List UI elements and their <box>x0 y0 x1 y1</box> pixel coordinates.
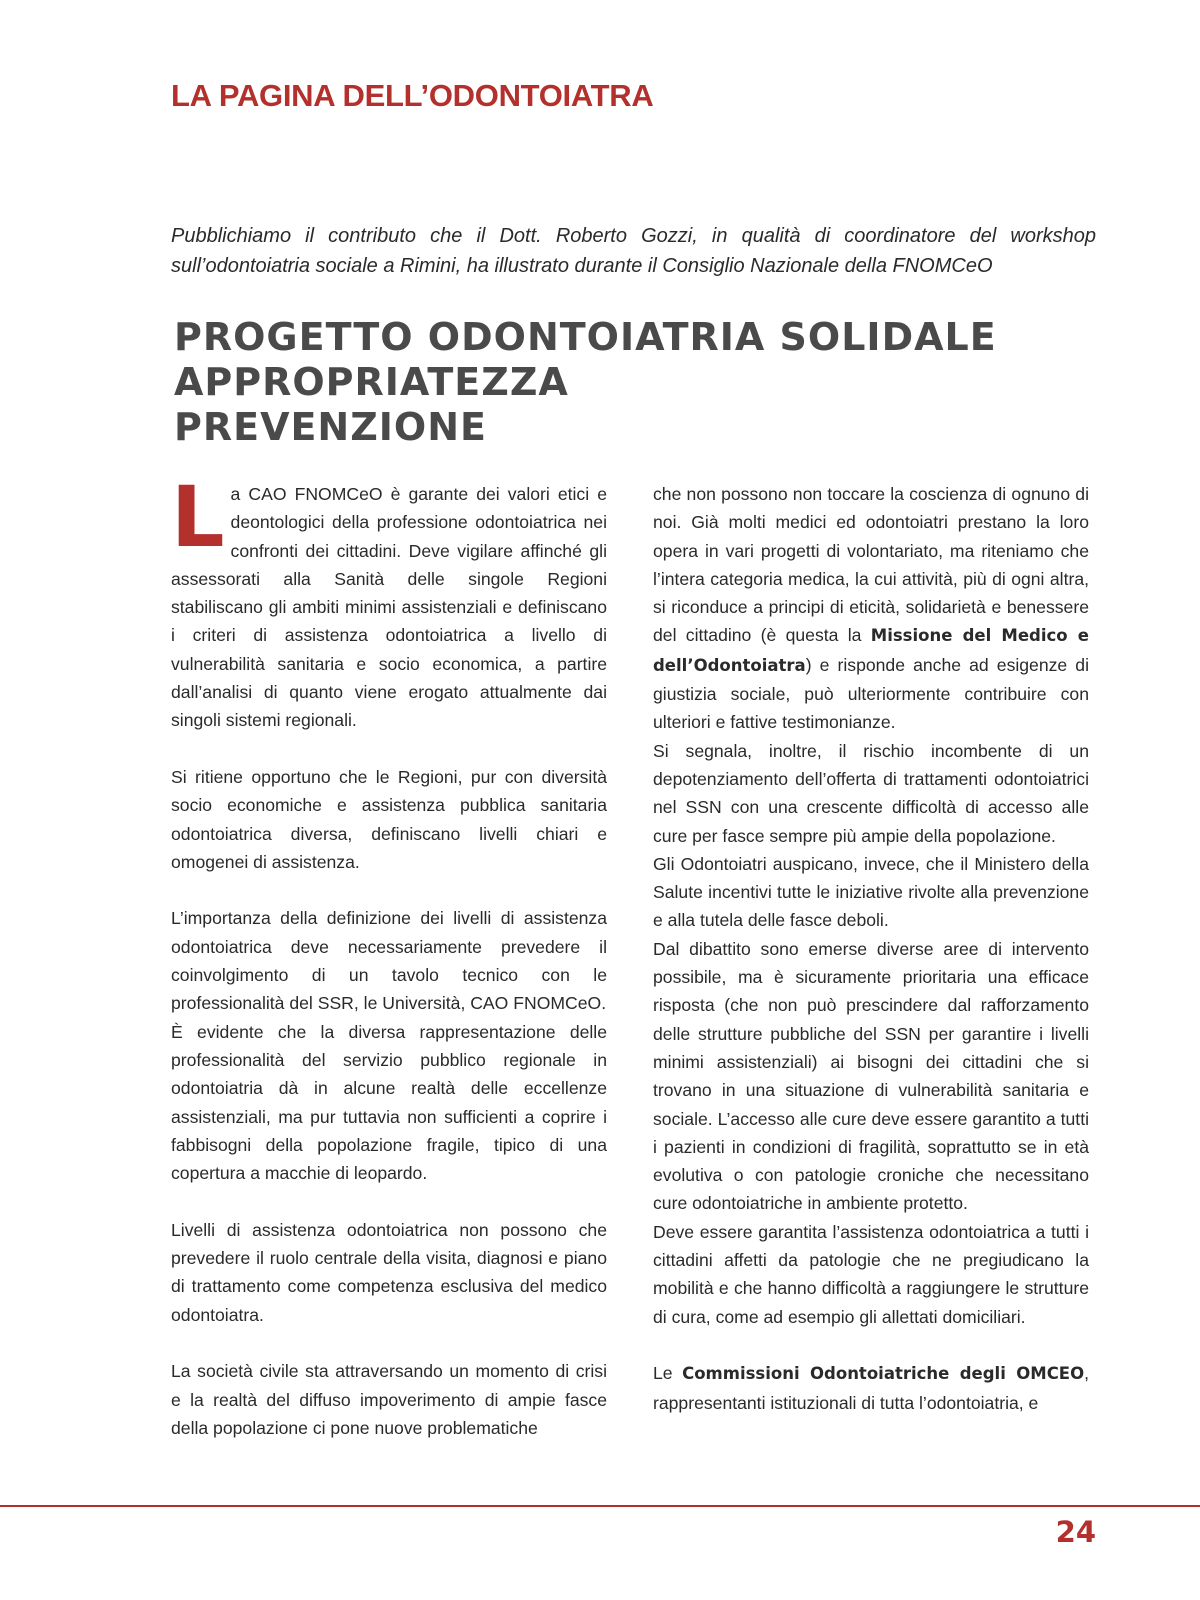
article-headline <box>174 315 1099 450</box>
bold-phrase: Commissioni Odontoiatriche degli OMCEO <box>682 1364 1085 1384</box>
section-title: LA PAGINA DELL’ODONTOIATRA <box>171 78 654 113</box>
drop-cap: L <box>171 468 225 566</box>
paragraph-text: ) e risponde anche ad esigenze di giustizia sociale, può ulteriormente contribuire con ulteriori e fattive testimonianze. <box>653 654 1089 733</box>
paragraph: Si segnala, inoltre, il rischio incombente di un depotenziamento dell’offerta di trattamenti odontoiatrici nel SSN con una crescente difficoltà di accesso alle cure per fasce sempre più ampie della popolazione. <box>653 740 1089 846</box>
paragraph: Gli Odontoiatri auspicano, invece, che il Ministero della Salute incentivi tutte le iniziative rivolte alla prevenzione e alla tutela delle fasce deboli. <box>653 853 1089 931</box>
paragraph <box>653 1359 1089 1417</box>
paragraph-text: , rappresentanti istituzionali di tutta l’odontoiatria, e <box>653 1363 1089 1413</box>
headline-line-1: PROGETTO ODONTOIATRIA SOLIDALE <box>174 315 997 359</box>
paragraph: Si ritiene opportuno che le Regioni, pur con diversità socio economiche e assistenza pubblica sanitaria odontoiatrica diversa, definiscano livelli chiari e omogenei di assistenza. <box>171 766 607 872</box>
paragraph: Deve essere garantita l’assistenza odontoiatrica a tutti i cittadini affetti da patologie che ne pregiudicano la mobilità e che hanno difficoltà a raggiungere le strutture di cura, come ad esempio gli allettati domiciliari. <box>653 1221 1089 1327</box>
left-column <box>171 468 607 1442</box>
bold-phrase: Missione del Medico e dell’Odontoiatra <box>653 626 1089 675</box>
footer-rule <box>0 1505 1200 1507</box>
headline-line-3: PREVENZIONE <box>174 405 487 449</box>
article-intro: Pubblichiamo il contributo che il Dott. Roberto Gozzi, in qualità di coordinatore del workshop sull’odontoiatria sociale a Rimini, ha illustrato durante il Consiglio Nazionale della FNOMCeO <box>171 225 1096 277</box>
paragraph: Dal dibattito sono emerse diverse aree di intervento possibile, ma è sicuramente prioritaria una efficace risposta (che non può prescindere dal rafforzamento delle strutture pubbliche del SSN per garantire i livelli minimi assistenziali) ai bisogni dei cittadini che si trovano in una situazione di vulnerabilità sanitaria e sociale. L’accesso alle cure deve essere garantito a tutti i pazienti in condizioni di fragilità, soprattutto se in età evolutiva o con patologie croniche che necessitano cure odontoiatriche in ambiente protetto. <box>653 938 1089 1214</box>
paragraph: L’importanza della definizione dei livelli di assistenza odontoiatrica deve necessariamente prevedere il coinvolgimento di un tavolo tecnico con le professionalità del SSR, le Università, CAO FNOMCeO. <box>171 908 607 1014</box>
paragraph: La società civile sta attraversando un momento di crisi e la realtà del diffuso impoverimento di ampie fasce della popolazione ci pone nuove problematiche <box>171 1361 607 1438</box>
paragraph-text: a CAO FNOMCeO è garante dei valori etici e deontologici della professione odontoiatrica nei confronti dei cittadini. Deve vigilare affinché gli assessorati alla Sanità delle singole Regioni stabiliscano gli ambiti minimi assistenziali e definiscano i criteri di assistenza odontoiatrica a livello di vulnerabilità sanitaria e socio economica, a partire dall’analisi di quanto viene erogato attualmente dai singoli sistemi regionali. <box>171 484 607 731</box>
paragraph: Livelli di assistenza odontoiatrica non possono che prevedere il ruolo centrale della visita, diagnosi e piano di trattamento come competenza esclusiva del medico odontoiatra. <box>171 1219 607 1325</box>
right-column <box>653 480 1089 1417</box>
paragraph <box>653 480 1089 737</box>
headline-line-2: APPROPRIATEZZA <box>174 360 569 404</box>
paragraph-text: Le <box>653 1363 683 1384</box>
paragraph <box>171 468 607 735</box>
paragraph-text: che non possono non toccare la coscienza di ognuno di noi. Già molti medici ed odontoiatri prestano la loro opera in vari progetti di volontariato, ma riteniamo che l’intera categoria medica, la cui attività, più di ogni altra, si riconduce a principi di eticità, solidarietà e benessere del cittadino (è questa la <box>653 484 1089 646</box>
page-number: 24 <box>1055 1515 1096 1549</box>
paragraph: È evidente che la diversa rappresentazione delle professionalità del servizio pubblico regionale in odontoiatria dà in alcune realtà delle eccellenze assistenziali, ma pur tuttavia non sufficienti a coprire i fabbisogni della popolazione fragile, tipico di una copertura a macchie di leopardo. <box>171 1021 607 1184</box>
